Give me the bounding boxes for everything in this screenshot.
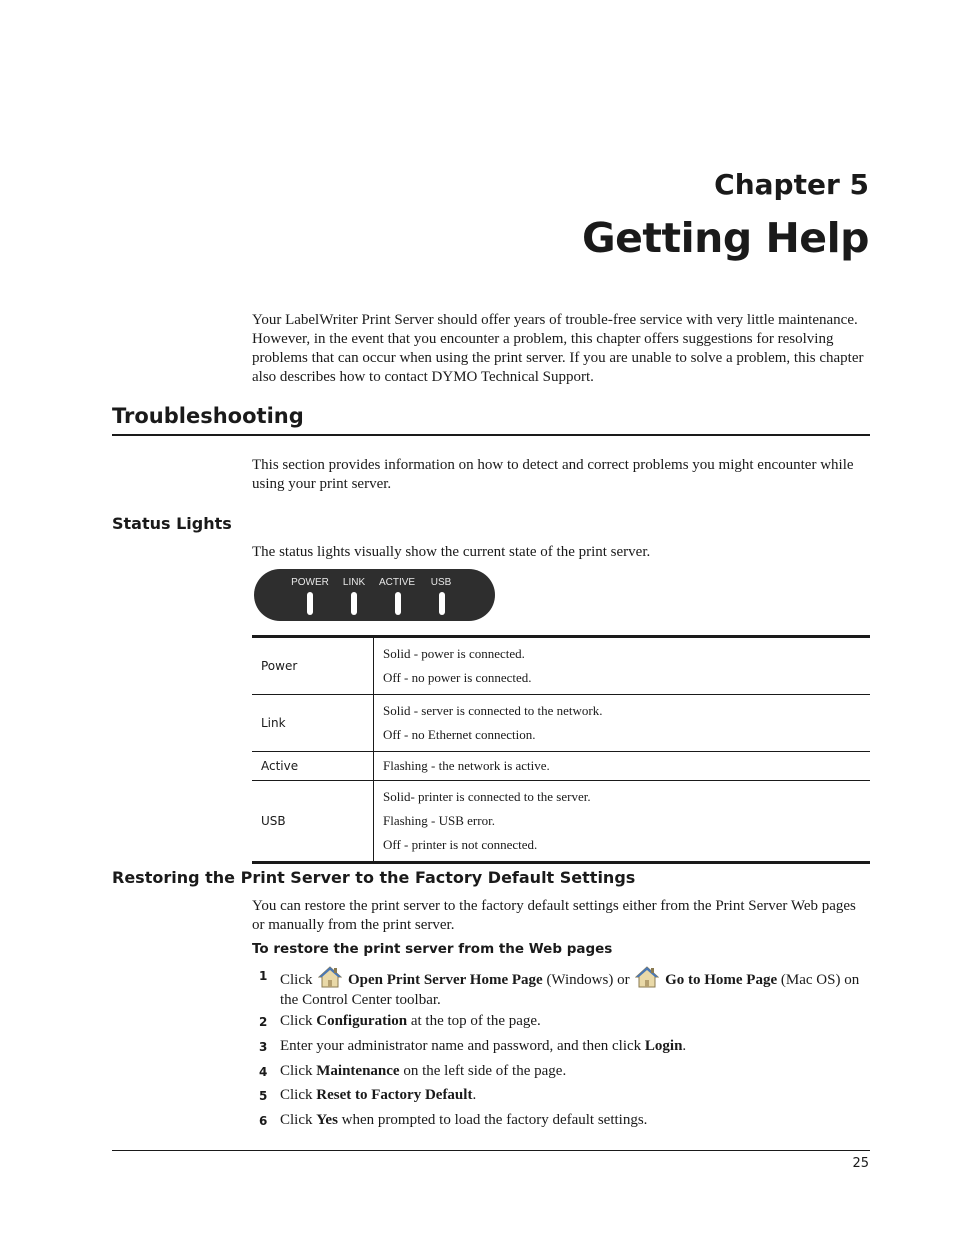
- step-number: 3: [259, 1040, 268, 1054]
- footer-rule: [112, 1150, 870, 1151]
- step-text-end: (Mac OS) on the Control Center toolbar.: [280, 972, 860, 1008]
- status-lights-heading: Status Lights: [112, 514, 232, 533]
- step-text-post: .: [682, 1038, 687, 1054]
- troubleshooting-paragraph: This section provides information on how to detect and correct problems you might encounter while using your print server.: [252, 457, 854, 492]
- step-bold: Reset to Factory Default: [316, 1087, 473, 1103]
- home-page-icon: [318, 965, 342, 989]
- step-text: [280, 1061, 864, 1081]
- description-line: Solid - server is connected to the network.: [383, 703, 603, 718]
- description-line: Flashing - the network is active.: [383, 758, 550, 773]
- status-lights-paragraph: The status lights visually show the current state of the print server.: [252, 544, 651, 560]
- restore-heading: Restoring the Print Server to the Factory Default Settings: [112, 868, 636, 887]
- led-active: [395, 592, 401, 615]
- procedure-heading: To restore the print server from the Web pages: [252, 941, 613, 957]
- status-light-panel: [254, 569, 495, 621]
- step-text: [280, 1036, 864, 1056]
- step-number: 2: [259, 1015, 268, 1029]
- description-line: Flashing - USB error.: [383, 813, 495, 828]
- step-text-pre: Click: [280, 1063, 317, 1079]
- step-bold: Login: [644, 1038, 683, 1054]
- light-name: Power: [252, 637, 374, 695]
- step-text-post: on the left side of the page.: [399, 1063, 567, 1079]
- led-label-usb: USB: [430, 577, 452, 588]
- table-row: [252, 637, 870, 695]
- step-bold: Maintenance: [316, 1063, 400, 1079]
- step-text-pre: Click: [280, 1013, 317, 1029]
- step-text: [280, 1110, 864, 1130]
- step-text: [280, 1011, 864, 1031]
- description-line: Off - no power is connected.: [383, 670, 532, 685]
- chapter-label: Chapter 5: [714, 168, 869, 201]
- description-line: Solid - power is connected.: [383, 646, 525, 661]
- step-text-pre: Click: [280, 1112, 317, 1128]
- step-number: 1: [259, 969, 268, 983]
- step-number: 6: [259, 1114, 268, 1128]
- light-name: Active: [252, 752, 374, 781]
- table-row: [252, 752, 870, 781]
- description-line: Solid- printer is connected to the server.: [383, 789, 591, 804]
- step-text: [280, 965, 864, 1010]
- troubleshooting-heading: Troubleshooting: [112, 404, 304, 428]
- description-line: Off - printer is not connected.: [383, 837, 538, 852]
- intro-paragraph: Your LabelWriter Print Server should offer years of trouble-free service with very little maintenance. However, in the event that you encounter a problem, this chapter offers suggestions for resolving problems that can occur when using the print server. If you are unable to solve a problem, this chapter also describes how to contact DYMO Technical Support.: [252, 312, 864, 385]
- step-text-post: at the top of the page.: [407, 1013, 541, 1029]
- led-power: [307, 592, 313, 615]
- step-text-post: .: [472, 1087, 477, 1103]
- light-name: Link: [252, 695, 374, 752]
- chapter-title: Getting Help: [581, 214, 869, 262]
- heading-rule: [112, 434, 870, 436]
- step-text-post: when prompted to load the factory default settings.: [337, 1112, 648, 1128]
- light-description: [374, 637, 871, 695]
- step-number: 4: [259, 1065, 268, 1079]
- description-line: Off - no Ethernet connection.: [383, 727, 536, 742]
- light-description: [374, 752, 871, 781]
- step-bold: Yes: [316, 1112, 338, 1128]
- status-lights-table: [252, 635, 870, 864]
- go-to-home-page-label: Go to Home Page: [665, 972, 778, 988]
- light-name: USB: [252, 781, 374, 863]
- led-label-link: LINK: [342, 577, 366, 588]
- led-label-power: POWER: [291, 577, 329, 588]
- step-verb: Click: [280, 972, 313, 988]
- table-row: [252, 781, 870, 863]
- open-print-server-home-page-label: Open Print Server Home Page: [348, 972, 543, 988]
- step-number: 5: [259, 1089, 268, 1103]
- led-link: [351, 592, 357, 615]
- step-bold: Configuration: [316, 1013, 408, 1029]
- restore-paragraph: You can restore the print server to the factory default settings either from the Print Server Web pages or manually from the print server.: [252, 898, 856, 933]
- page-number: 25: [852, 1156, 869, 1171]
- step-text-pre: Enter your administrator name and password, and then click: [280, 1038, 645, 1054]
- led-label-active: ACTIVE: [378, 577, 416, 588]
- light-description: [374, 781, 871, 863]
- led-usb: [439, 592, 445, 615]
- step-text-pre: Click: [280, 1087, 317, 1103]
- home-page-icon: [635, 965, 659, 989]
- step-text: [280, 1085, 864, 1105]
- light-description: [374, 695, 871, 752]
- table-row: [252, 695, 870, 752]
- step-text-mid: (Windows) or: [542, 972, 630, 988]
